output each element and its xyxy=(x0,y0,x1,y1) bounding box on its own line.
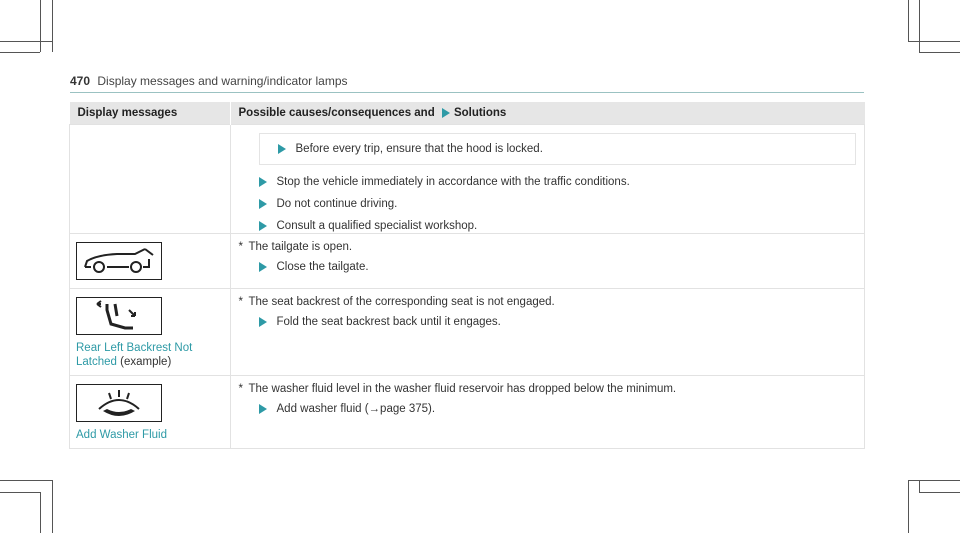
table-header-row xyxy=(70,102,865,125)
header-rule xyxy=(70,92,864,93)
col-header-causes-solutions xyxy=(230,102,865,125)
note-text: Before every trip, ensure that the hood is locked. xyxy=(295,143,543,155)
step-text: Stop the vehicle immediately in accordance with the traffic conditions. xyxy=(276,176,630,188)
crop-mark xyxy=(908,0,909,41)
crop-mark xyxy=(919,492,960,493)
message-link[interactable]: Add Washer Fluid xyxy=(76,429,167,441)
solutions-cell xyxy=(230,125,865,234)
crop-mark xyxy=(908,41,960,42)
message-caption xyxy=(70,335,230,369)
solution-step xyxy=(231,402,865,416)
page-ref-arrow-icon: → xyxy=(368,403,381,415)
section-title: Display messages and warning/indicator lamps xyxy=(97,74,348,88)
display-symbol-cell xyxy=(70,289,231,376)
solution-arrow-icon xyxy=(259,221,267,231)
message-caption xyxy=(70,422,230,442)
crop-mark xyxy=(40,0,41,52)
cause-text xyxy=(231,240,865,254)
crop-mark xyxy=(40,492,41,533)
page-number: 470 xyxy=(70,74,91,88)
table-row xyxy=(70,234,865,289)
solutions-cell xyxy=(230,289,865,376)
washer-fluid-symbol xyxy=(76,384,162,422)
crop-mark xyxy=(919,52,960,53)
display-symbol-cell xyxy=(70,376,231,449)
crop-mark xyxy=(919,480,920,492)
col-header-display-messages: Display messages xyxy=(70,102,231,125)
solution-arrow-icon xyxy=(259,317,267,327)
star-marker: * xyxy=(238,241,243,253)
table-row xyxy=(70,289,865,376)
solution-step xyxy=(231,260,865,274)
tailgate-open-icon xyxy=(77,243,161,279)
crop-mark xyxy=(0,492,40,493)
cause-label: The tailgate is open. xyxy=(248,241,353,253)
crop-mark xyxy=(0,480,52,481)
solution-step xyxy=(231,175,865,189)
solutions-cell xyxy=(230,376,865,449)
crop-mark xyxy=(0,41,52,42)
cause-label: The washer fluid level in the washer fluid reservoir has dropped below the minimum. xyxy=(248,383,677,395)
cause-text xyxy=(231,295,865,309)
step-text: Do not continue driving. xyxy=(276,198,398,210)
message-link[interactable]: Rear Left Backrest Not Latched xyxy=(76,342,193,368)
step-text: Add washer fluid ( xyxy=(276,403,369,415)
display-symbol-cell xyxy=(70,234,231,289)
solution-arrow-icon xyxy=(259,404,267,414)
solution-arrow-icon xyxy=(278,144,286,154)
solution-step xyxy=(231,197,865,211)
crop-mark xyxy=(908,480,909,533)
step-text: Close the tailgate. xyxy=(276,261,369,273)
note-box xyxy=(259,133,857,165)
solution-arrow-icon xyxy=(442,108,450,118)
solutions-cell xyxy=(230,234,865,289)
step-text: Fold the seat backrest back until it engages. xyxy=(276,316,501,328)
crop-mark xyxy=(919,0,920,52)
star-marker: * xyxy=(238,296,243,308)
crop-mark xyxy=(52,480,53,533)
table-row xyxy=(70,376,865,449)
display-cell-empty xyxy=(70,125,231,234)
step-text: Consult a qualified specialist workshop. xyxy=(276,220,478,232)
solution-arrow-icon xyxy=(259,177,267,187)
cause-text xyxy=(231,382,865,396)
star-marker: * xyxy=(238,383,243,395)
col-header-solutions-text: Solutions xyxy=(453,107,507,119)
solution-step xyxy=(231,219,865,233)
solution-step xyxy=(278,142,856,156)
washer-fluid-icon xyxy=(77,385,161,421)
solution-arrow-icon xyxy=(259,199,267,209)
solution-step xyxy=(231,315,865,329)
cause-label: The seat backrest of the corresponding seat is not engaged. xyxy=(248,296,555,308)
running-header xyxy=(70,74,348,88)
caption-extra: (example) xyxy=(120,356,172,368)
page-ref-link[interactable]: page 375). xyxy=(380,403,436,415)
crop-mark xyxy=(52,0,53,52)
crop-mark xyxy=(0,52,40,53)
display-messages-table xyxy=(69,102,865,449)
tailgate-open-symbol xyxy=(76,242,162,280)
crop-mark xyxy=(908,480,960,481)
col-header-causes-text: Possible causes/consequences and xyxy=(238,107,435,119)
backrest-symbol xyxy=(76,297,162,335)
solution-arrow-icon xyxy=(259,262,267,272)
seat-backrest-icon xyxy=(77,298,161,334)
table-row xyxy=(70,125,865,234)
